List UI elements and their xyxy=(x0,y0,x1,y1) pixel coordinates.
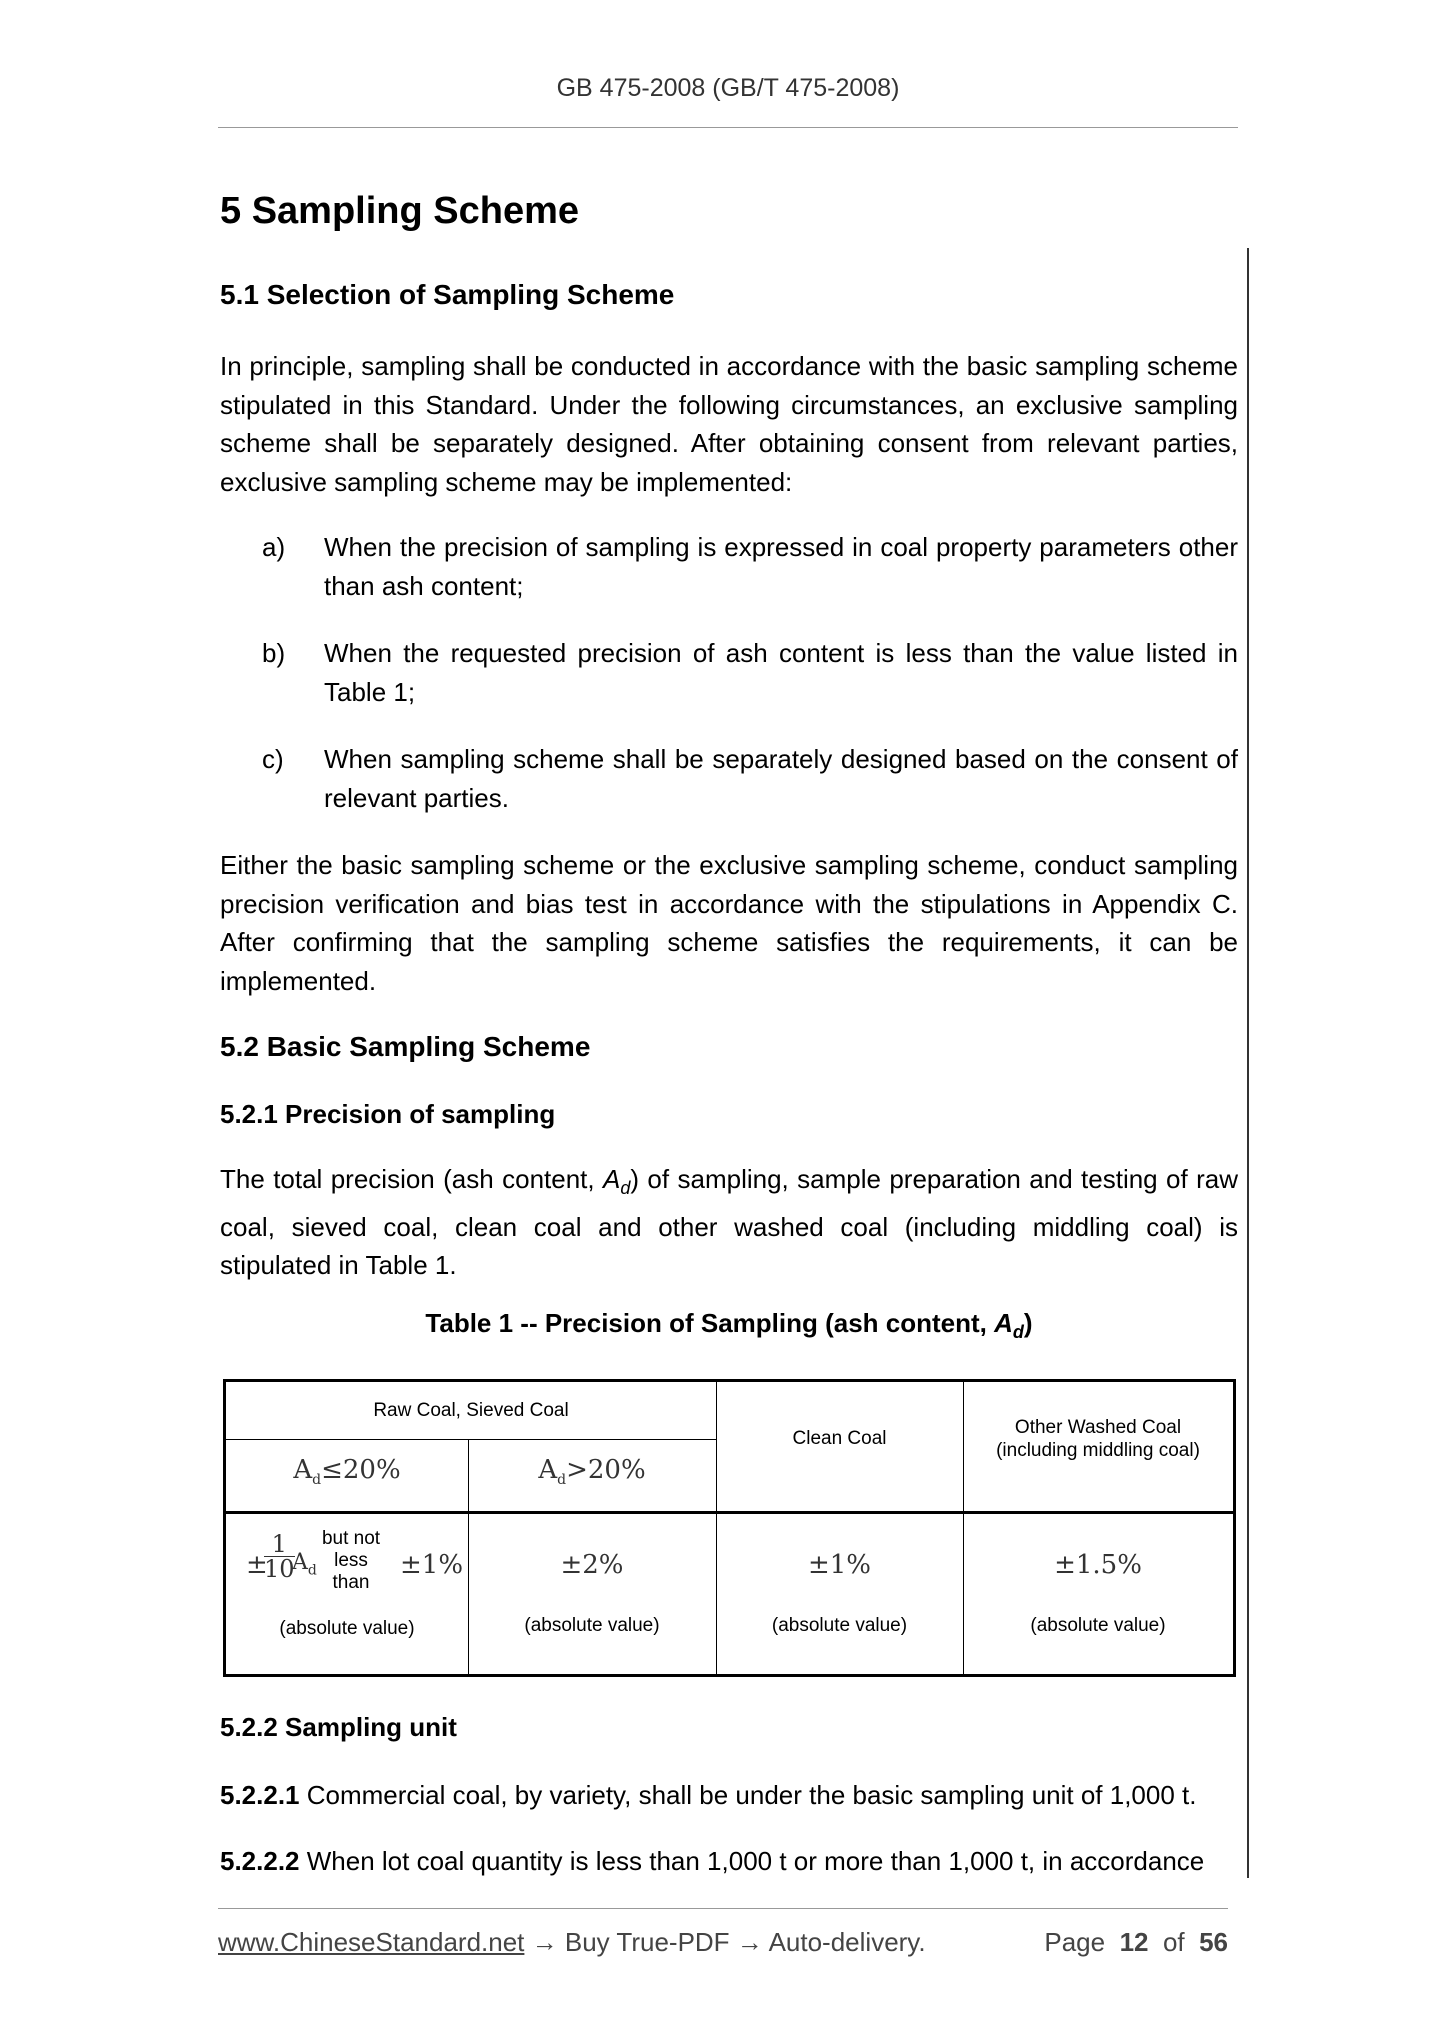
abs-note: (absolute value) xyxy=(771,1615,908,1636)
list-item-text: When sampling scheme shall be separately designed based on the consent of relevant parties. xyxy=(324,744,1238,813)
minimum-note xyxy=(320,1528,382,1594)
page-number xyxy=(1044,1927,1228,1958)
document-header: GB 475-2008 (GB/T 475-2008) xyxy=(556,74,900,102)
cell-raw-le-20 xyxy=(246,1520,468,1610)
abs-note: (absolute value) xyxy=(1030,1615,1166,1636)
margin-rule xyxy=(1247,248,1249,1878)
footer-promo: → Buy True-PDF → Auto-delivery. xyxy=(524,1927,926,1957)
header-rule xyxy=(218,127,1238,128)
caption-symbol-subscript: d xyxy=(1012,1322,1024,1343)
col-header-condition: ≤20% xyxy=(321,1455,401,1485)
website-link[interactable]: www.ChineseStandard.net xyxy=(218,1927,525,1957)
ash-symbol: A xyxy=(603,1164,621,1194)
cell-clean-coal: ±1% xyxy=(807,1550,872,1580)
caption-text: Table 1 -- Precision of Sampling (ash content, xyxy=(425,1308,995,1338)
minimum-value: ±1% xyxy=(400,1550,464,1580)
minimum-note-line1: but not xyxy=(321,1528,381,1549)
subsection-5-2-1-title: 5.2.1 Precision of sampling xyxy=(220,1099,556,1129)
ash-symbol-subscript: d xyxy=(620,1178,631,1199)
clause-5-2-2-2 xyxy=(220,1842,1238,1881)
precision-text-after: ) of sampling, sample preparation and testing of raw coal, sieved coal, clean coal and other washed coal (including middling coal) is stipulated in Table 1. xyxy=(220,1164,1238,1281)
page-current: 12 xyxy=(1119,1927,1149,1957)
clause-5-2-2-1 xyxy=(220,1776,1238,1815)
clause-text: Commercial coal, by variety, shall be under the basic sampling unit of 1,000 t. xyxy=(299,1780,1197,1810)
precision-text-before: The total precision (ash content, xyxy=(220,1164,604,1194)
subsection-5-2-1-text xyxy=(220,1160,1238,1285)
minimum-note-line2: less xyxy=(334,1550,368,1571)
col-header-subscript: d xyxy=(312,1472,322,1489)
col-header-ad-le-20 xyxy=(226,1455,468,1488)
subsection-5-2-2-title: 5.2.2 Sampling unit xyxy=(220,1712,457,1742)
page-total: 56 xyxy=(1199,1927,1228,1957)
minimum-note-line3: than xyxy=(332,1572,370,1593)
col-header-raw-coal: Raw Coal, Sieved Coal xyxy=(373,1400,569,1421)
clause-number: 5.2.2.1 xyxy=(220,1780,300,1810)
cell-other-washed: ±1.5% xyxy=(1054,1550,1142,1580)
ash-term-symbol: A xyxy=(292,1550,308,1575)
col-header-other-line2: (including middling coal) xyxy=(996,1440,1200,1461)
fraction-denominator: 10 xyxy=(264,1555,295,1583)
clause-text: When lot coal quantity is less than 1,000 t or more than 1,000 t, in accordance xyxy=(299,1846,1205,1876)
plus-minus: ± xyxy=(246,1550,268,1580)
footer-rule xyxy=(218,1908,1228,1909)
section-title: 5 Sampling Scheme xyxy=(220,190,580,232)
ash-term xyxy=(292,1550,317,1578)
col-header-ad-gt-20 xyxy=(468,1455,716,1488)
page-of: of xyxy=(1162,1927,1185,1957)
abs-note: (absolute value) xyxy=(279,1618,415,1639)
table-header-rule xyxy=(226,1511,1233,1514)
col-header-symbol: A xyxy=(293,1455,313,1485)
list-item-marker: c) xyxy=(262,744,284,774)
fraction-numerator: 1 xyxy=(264,1532,295,1557)
list-item-marker: a) xyxy=(262,532,286,562)
table-divider xyxy=(226,1439,716,1440)
col-header-symbol: A xyxy=(538,1455,558,1485)
caption-symbol: A xyxy=(994,1308,1013,1338)
page-footer xyxy=(218,1927,1228,1958)
subsection-5-1-title: 5.1 Selection of Sampling Scheme xyxy=(220,279,675,310)
col-header-condition: >20% xyxy=(566,1455,646,1485)
ash-term-subscript: d xyxy=(307,1562,317,1579)
col-header-clean-coal: Clean Coal xyxy=(792,1428,887,1449)
clause-number: 5.2.2.2 xyxy=(220,1846,300,1876)
list-item-marker: b) xyxy=(262,638,286,668)
page-label: Page xyxy=(1044,1927,1106,1957)
subsection-5-2-title: 5.2 Basic Sampling Scheme xyxy=(220,1031,591,1062)
list-item-text: When the precision of sampling is expressed in coal property parameters other than ash content; xyxy=(324,532,1238,601)
precision-table xyxy=(223,1379,1236,1677)
col-header-other-washed xyxy=(963,1416,1233,1462)
fraction xyxy=(264,1532,295,1581)
cell-raw-gt-20: ±2% xyxy=(560,1550,624,1580)
table-caption xyxy=(220,1308,1238,1343)
subsection-5-1-intro: In principle, sampling shall be conducted in accordance with the basic sampling scheme stipulated in this Standard. Under the following circumstances, an exclusive sampling scheme shall be separately designed. After obtaining consent from relevant parties, exclusive sampling scheme may be implemented: xyxy=(220,351,1238,497)
subsection-5-1-closing: Either the basic sampling scheme or the exclusive sampling scheme, conduct sampling precision verification and bias test in accordance with the stipulations in Appendix C. After confirming that the sampling scheme satisfies the requirements, it can be implemented. xyxy=(220,850,1238,996)
col-header-subscript: d xyxy=(557,1472,567,1489)
list-item-text: When the requested precision of ash content is less than the value listed in Table 1; xyxy=(324,638,1238,707)
abs-note: (absolute value) xyxy=(524,1615,660,1636)
col-header-other-line1: Other Washed Coal xyxy=(1014,1417,1182,1438)
caption-close: ) xyxy=(1023,1308,1033,1338)
